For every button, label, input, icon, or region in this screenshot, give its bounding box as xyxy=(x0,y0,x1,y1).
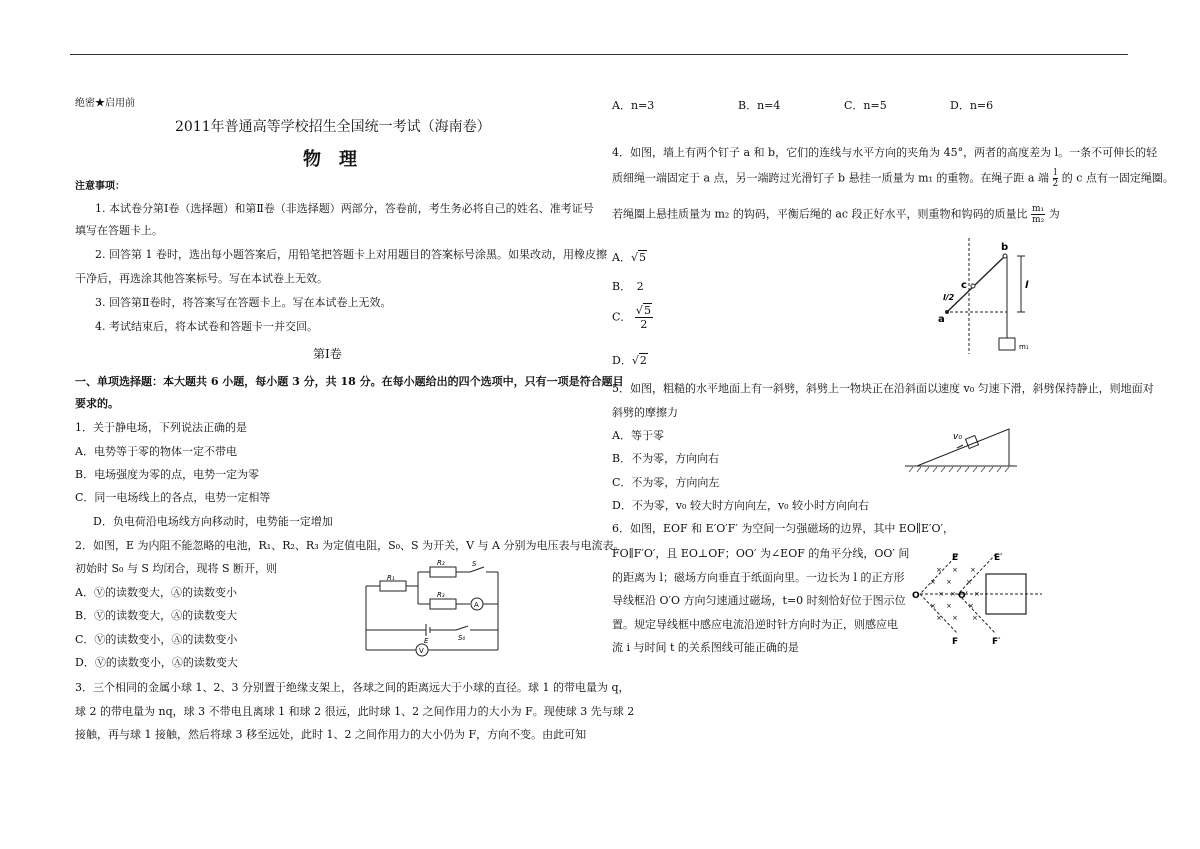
field-cross-icon: × xyxy=(966,578,972,586)
field-cross-icon: × xyxy=(950,590,956,598)
q5-option-a: A．等于零 xyxy=(612,429,664,442)
q2-option-b: B．Ⓥ的读数变大，Ⓐ的读数变大 xyxy=(75,609,238,622)
r1-label: R₁ xyxy=(387,574,395,582)
exam-title: 2011年普通高等学校招生全国统一考试（海南卷） xyxy=(175,119,491,135)
r2-label: R₂ xyxy=(437,559,445,567)
switch-s0-label: S₀ xyxy=(458,634,466,642)
field-cross-icon: × xyxy=(970,566,976,574)
q4-option-d: D．√2 xyxy=(612,354,647,367)
q3-option-a: A．n=3 xyxy=(612,99,655,112)
q4-stem-line2-b: 的 c 点有一固定绳圈。 xyxy=(1061,171,1174,185)
q5-stem-line1: 5．如图，粗糙的水平地面上有一斜劈，斜劈上一物块正在沿斜面以速度 v₀ 匀速下滑，斜劈保持静止，则地面对 xyxy=(612,382,1154,395)
field-cross-icon: × xyxy=(930,602,936,610)
top-rule xyxy=(70,54,1128,55)
option-label: D． xyxy=(612,354,632,367)
q1-option-d: D．负电荷沿电场线方向移动时，电势能一定增加 xyxy=(93,515,333,528)
q4-option-b: B． 2 xyxy=(612,280,644,293)
q4-option-c xyxy=(612,304,653,331)
ratio-denominator: m₂ xyxy=(1032,215,1045,225)
q4-stem-line1: 4．如图，墙上有两个钉子 a 和 b，它们的连线与水平方向的夹角为 45°，两者的高度差为 l。一条不可伸长的轻 xyxy=(612,146,1158,159)
sqrt-radicand: 2 xyxy=(639,354,647,367)
q5-option-b: B．不为零，方向向右 xyxy=(612,452,720,465)
section-title: 第Ⅰ卷 xyxy=(313,347,342,361)
q1-stem: 1．关于静电场，下列说法正确的是 xyxy=(75,421,247,434)
q5-option-c: C．不为零，方向向左 xyxy=(612,476,720,489)
q6-stem-line3: 的距离为 l；磁场方向垂直于纸面向里。一边长为 l 的正方形 xyxy=(612,571,905,584)
notice-title: 注意事项： xyxy=(75,181,125,192)
q2-circuit-diagram xyxy=(358,558,510,662)
battery-label: E xyxy=(424,637,429,645)
height-l-label: l xyxy=(1025,280,1029,291)
notice-item-3: 3. 回答第Ⅱ卷时，将答案写在答题卡上。写在本试卷上无效。 xyxy=(95,296,392,309)
q6-magnetic-field-figure xyxy=(910,548,1050,650)
secret-label: 绝密★启用前 xyxy=(75,98,135,109)
q2-stem: 2．如图，E 为内阻不能忽略的电池，R₁、R₂、R₃ 为定值电阻，S₀、S 为开关，V 与 A 分别为电压表与电流表。 xyxy=(75,539,625,552)
field-cross-icon: × xyxy=(946,602,952,610)
q4-option-a: A．√5 xyxy=(612,251,646,264)
field-cross-icon: × xyxy=(936,614,942,622)
q3-option-d: D．n=6 xyxy=(950,99,994,112)
q1-option-c: C．同一电场线上的各点，电势一定相等 xyxy=(75,491,271,504)
nail-a-label: a xyxy=(938,314,945,325)
section-instruction: 一、单项选择题：本大题共 6 小题，每小题 3 分，共 18 分。在每小题给出的四个选项中，只有一项是符合题目 xyxy=(75,375,624,388)
point-f-prime-label: F′ xyxy=(992,637,1001,647)
field-cross-icon: × xyxy=(974,590,980,598)
q2-option-d: D．Ⓥ的读数变小，Ⓐ的读数变大 xyxy=(75,656,238,669)
q3-option-c: C．n=5 xyxy=(844,99,887,112)
q3-option-b: B．n=4 xyxy=(738,99,781,112)
q3-stem-line1: 3．三个相同的金属小球 1、2、3 分别置于绝缘支架上，各球之间的距离远大于小球的直径。球 1 的带电量为 q， xyxy=(75,681,630,694)
q4-stem-line3 xyxy=(612,204,1060,225)
q2-option-c: C．Ⓥ的读数变小，Ⓐ的读数变小 xyxy=(75,633,238,646)
q2-stem-cont: 初始时 S₀ 与 S 均闭合，现将 S 断开，则 xyxy=(75,562,277,575)
option-c-denominator: 2 xyxy=(640,318,648,331)
frac-numerator: l xyxy=(1053,168,1057,178)
switch-s-label: S xyxy=(472,560,477,568)
notice-item-2: 2. 回答第 1 卷时，选出每小题答案后，用铅笔把答题卡上对用题目的答案标号涂黑。如果改动，用橡皮擦 xyxy=(95,248,607,261)
field-cross-icon: × xyxy=(946,578,952,586)
half-length-label: l/2 xyxy=(943,293,955,302)
q4-stem-line3-a: 若绳圈上悬挂质量为 m₂ 的钩码，平衡后绳的 ac 段正好水平，则重物和钩码的质量比 xyxy=(612,207,1028,221)
q6-stem-line6: 流 i 与时间 t 的关系图线可能正确的是 xyxy=(612,641,799,654)
q6-stem-line1: 6．如图，EOF 和 E′O′F′ 为空间一匀强磁场的边界，其中 EO∥E′O′， xyxy=(612,522,955,535)
field-cross-icon: × xyxy=(972,614,978,622)
q1-option-a: A．电势等于零的物体一定不带电 xyxy=(75,445,237,458)
option-c-fraction xyxy=(635,304,653,331)
field-cross-icon: × xyxy=(930,578,936,586)
q6-stem-line4: 导线框沿 O′O 方向匀速通过磁场，t=0 时刻恰好位于图示位 xyxy=(612,594,906,607)
q5-option-d: D．不为零，v₀ 较大时方向向左，v₀ 较小时方向向右 xyxy=(612,499,870,512)
ratio-numerator: m₁ xyxy=(1032,204,1045,214)
option-label: C． xyxy=(612,310,632,324)
point-f-label: F xyxy=(952,637,959,647)
q5-stem-line2: 斜劈的摩擦力 xyxy=(612,406,678,419)
nail-b-label: b xyxy=(1001,242,1009,253)
q6-stem-line5: 置。规定导线框中感应电流沿逆时针方向时为正，则感应电 xyxy=(612,618,898,631)
field-cross-icon: × xyxy=(952,614,958,622)
q4-stem-line2-a: 质细绳一端固定于 a 点，另一端跨过光滑钉子 b 悬挂一质量为 m₁ 的重物。在绳子距 a 端 xyxy=(612,171,1049,185)
q4-fraction-l-over-2 xyxy=(1052,168,1058,189)
point-e-label: E xyxy=(952,553,959,563)
notice-item-2-cont: 干净后，再选涂其他答案标号。写在本试卷上无效。 xyxy=(75,272,328,285)
point-o-prime-label: O′ xyxy=(958,591,969,601)
notice-item-1: 1. 本试卷分第Ⅰ卷（选择题）和第Ⅱ卷（非选择题）两部分，答卷前，考生务必将自己的姓名、准考证号 xyxy=(95,202,594,215)
sqrt-radicand: 5 xyxy=(643,304,651,317)
q4-stem-line2 xyxy=(612,168,1174,189)
mass-m1-label: m₁ xyxy=(1019,343,1029,351)
field-cross-icon: × xyxy=(936,566,942,574)
r3-label: R₃ xyxy=(437,591,445,599)
option-label: A． xyxy=(612,251,631,264)
q2-option-a: A．Ⓥ的读数变大，Ⓐ的读数变小 xyxy=(75,586,237,599)
q3-stem-line3: 接触，再与球 1 接触，然后将球 3 移至远处，此时 1、2 之间作用力的大小仍为 F，方向不变。由此可知 xyxy=(75,728,587,741)
option-c-numerator: √5 xyxy=(635,304,651,317)
q5-wedge-figure xyxy=(905,423,1017,473)
ammeter-label: A xyxy=(474,601,479,609)
field-cross-icon: × xyxy=(938,590,944,598)
q4-mass-ratio xyxy=(1031,204,1045,225)
frac-denominator: 2 xyxy=(1052,179,1059,189)
point-e-prime-label: E′ xyxy=(994,553,1003,563)
notice-item-1-cont: 填写在答题卡上。 xyxy=(75,224,163,237)
sqrt-radicand: 5 xyxy=(638,251,646,264)
point-c-label: c xyxy=(961,280,967,291)
notice-item-4: 4. 考试结束后，将本试卷和答题卡一并交回。 xyxy=(95,320,318,333)
q4-figure xyxy=(935,238,1045,356)
q6-stem-line2: FO∥F′O′，且 EO⊥OF；OO′ 为∠EOF 的角平分线，OO′ 间 xyxy=(612,547,910,560)
q4-stem-line3-b: 为 xyxy=(1048,207,1060,221)
section-instruction-cont: 要求的。 xyxy=(75,397,119,410)
voltmeter-label: V xyxy=(419,647,424,655)
subject-title: 物 理 xyxy=(303,149,357,170)
field-cross-icon: × xyxy=(952,566,958,574)
point-o-label: O xyxy=(912,591,920,601)
q3-stem-line2: 球 2 的带电量为 nq，球 3 不带电且离球 1 和球 2 很远，此时球 1、2 之间作用力的大小为 F。现使球 3 先与球 2 xyxy=(75,705,635,718)
velocity-v0-label: v₀ xyxy=(953,432,962,442)
q1-option-b: B．电场强度为零的点，电势一定为零 xyxy=(75,468,260,481)
field-cross-icon: × xyxy=(968,602,974,610)
